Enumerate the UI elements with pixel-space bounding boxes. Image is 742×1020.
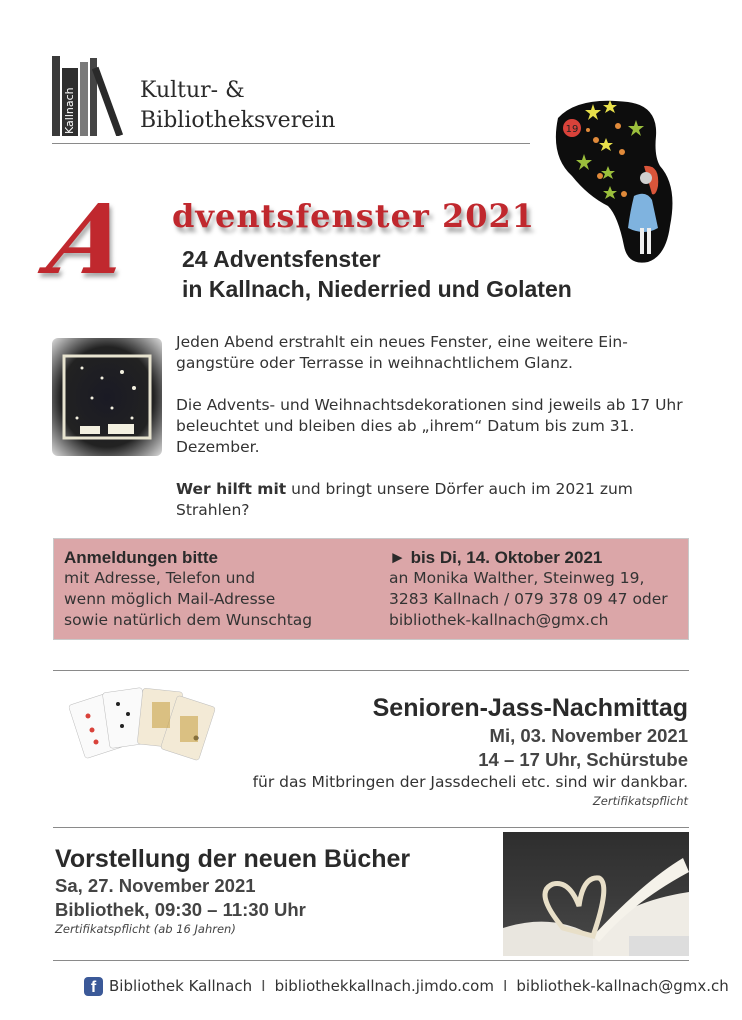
footer-separator: I xyxy=(502,977,508,995)
footer xyxy=(84,976,729,996)
signup-deadline-text: bis Di, 14. Oktober 2021 xyxy=(410,548,603,567)
org-name xyxy=(140,76,335,136)
advent-subtitle-line2: in Kallnach, Niederried und Golaten xyxy=(182,276,572,302)
advent-title-initial: A xyxy=(40,183,139,296)
svg-text:Kallnach: Kallnach xyxy=(63,87,76,134)
footer-separator: I xyxy=(261,977,266,995)
signup-left-column xyxy=(64,547,312,631)
playing-cards-illustration xyxy=(68,686,238,766)
signup-contact-line: 3283 Kallnach / 079 378 09 47 oder xyxy=(389,590,668,608)
advent-intro xyxy=(176,332,696,542)
jass-certificate: Zertifikatspflicht xyxy=(592,794,688,808)
email-link[interactable]: bibliothek-kallnach@gmx.ch xyxy=(516,977,729,995)
footer-divider xyxy=(53,960,689,961)
signup-line: mit Adresse, Telefon und xyxy=(64,569,256,587)
books-date: Sa, 27. November 2021 xyxy=(55,875,256,896)
signup-box xyxy=(53,538,689,640)
intro-paragraph-3 xyxy=(176,479,696,521)
jass-note: für das Mitbringen der Jassdecheli etc. sind wir dankbar. xyxy=(252,773,688,791)
advent-subtitle-line1: 24 Adventsfenster xyxy=(182,246,381,272)
signup-line: sowie natürlich dem Wunschtag xyxy=(64,611,313,629)
signup-line: wenn möglich Mail-Adresse xyxy=(64,590,276,608)
window-decor-icon xyxy=(52,338,162,456)
jass-event xyxy=(253,692,688,809)
header-divider xyxy=(52,143,530,144)
signup-deadline xyxy=(389,547,668,568)
books-time-place: Bibliothek, 09:30 – 11:30 Uhr xyxy=(55,899,306,920)
advent-title: dventsfenster 2021 xyxy=(172,197,535,235)
section-divider xyxy=(53,670,689,671)
open-book-heart-icon xyxy=(503,832,689,956)
advent-subtitle xyxy=(182,244,572,304)
books-certificate: Zertifikatspflicht (ab 16 Jahren) xyxy=(55,922,236,936)
intro-paragraph-2: Die Advents- und Weihnachtsdekorationen sind jeweils ab 17 Uhr beleuchtet und bleiben dies ab „ihrem“ Datum bis zum 31. Dezember. xyxy=(176,396,683,456)
website-link[interactable]: bibliothekkallnach.jimdo.com xyxy=(274,977,494,995)
facebook-icon[interactable]: f xyxy=(84,977,103,996)
jass-title: Senioren-Jass-Nachmittag xyxy=(372,694,688,722)
jass-date: Mi, 03. November 2021 xyxy=(489,725,688,746)
intro-paragraph-1: Jeden Abend erstrahlt ein neues Fenster, eine weitere Ein-gangstüre oder Terrasse in weihnachtlichem Glanz. xyxy=(176,333,628,372)
svg-text:19: 19 xyxy=(565,124,579,135)
intro-paragraph-3-rest: und bringt unsere Dörfer auch im 2021 zum Strahlen? xyxy=(176,480,633,519)
org-name-line2: Bibliotheksverein xyxy=(140,108,336,133)
open-book-photo xyxy=(503,832,689,956)
advent-window-photo xyxy=(52,338,162,456)
arrow-right-icon: ► xyxy=(389,548,406,567)
books-title: Vorstellung der neuen Bücher xyxy=(55,845,411,873)
org-name-line1: Kultur- & xyxy=(140,78,245,103)
books-logo-icon xyxy=(52,56,132,136)
section-divider xyxy=(53,827,689,828)
facebook-page-link[interactable]: Bibliothek Kallnach xyxy=(109,977,253,995)
intro-call-to-action: Wer hilft mit xyxy=(176,480,287,498)
jass-time-place: 14 – 17 Uhr, Schürstube xyxy=(478,749,688,770)
signup-email-link[interactable]: bibliothek-kallnach@gmx.ch xyxy=(389,611,609,629)
signup-contact-line: an Monika Walther, Steinweg 19, xyxy=(389,569,645,587)
signup-right-column xyxy=(389,547,668,631)
signup-heading: Anmeldungen bitte xyxy=(64,548,218,567)
girl-stars-illustration xyxy=(548,96,682,266)
